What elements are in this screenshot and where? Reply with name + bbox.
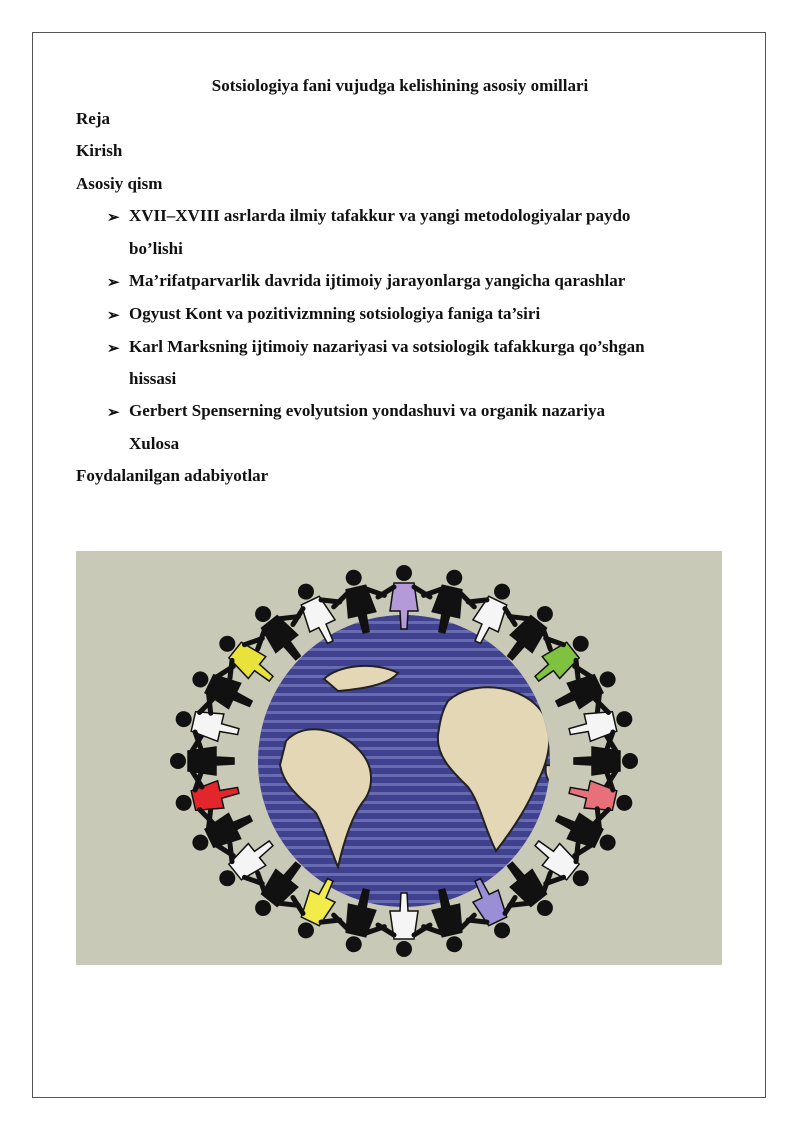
person-figure [574, 735, 638, 787]
person-figure [564, 692, 638, 757]
bullet-item-4: Karl Marksning ijtimoiy nazariyasi va sotsiologik tafakkurga qo’shgan [129, 337, 645, 356]
heading-asosiy-qism: Asosiy qism [76, 174, 163, 193]
bullet-item-4-cont: hissasi [129, 369, 177, 388]
bullet-item-3: Ogyust Kont va pozitivizmning sotsiologiya faniga ta’siri [129, 304, 541, 323]
arrow-bullet-icon: ➢ [107, 210, 120, 226]
heading-reja: Reja [76, 109, 110, 128]
arrow-bullet-icon: ➢ [107, 405, 120, 421]
bullet-item-5: Gerbert Spenserning evolyutsion yondashuvi va organik nazariya [129, 401, 606, 420]
bullet-item-1-cont: bo’lishi [129, 239, 183, 258]
globe-people-image [76, 551, 722, 965]
person-figure [170, 765, 244, 830]
bullet-item-1: XVII–XVIII asrlarda ilmiy tafakkur va yangi metodologiyalar paydo [129, 206, 631, 225]
document-title: Sotsiologiya fani vujudga kelishining asosiy omillari [211, 76, 589, 95]
arrow-bullet-icon: ➢ [107, 308, 120, 324]
arrow-bullet-icon: ➢ [107, 341, 120, 357]
item-xulosa: Xulosa [129, 434, 180, 453]
heading-kirish: Kirish [76, 141, 123, 160]
heading-foydalanilgan-adabiyotlar: Foydalanilgan adabiyotlar [76, 466, 269, 485]
bullet-item-2: Ma’rifatparvarlik davrida ijtimoiy jarayonlarga yangicha qarashlar [129, 271, 626, 290]
globe-people-illustration [76, 551, 722, 965]
arrow-bullet-icon: ➢ [107, 275, 120, 291]
person-figure [170, 735, 234, 787]
